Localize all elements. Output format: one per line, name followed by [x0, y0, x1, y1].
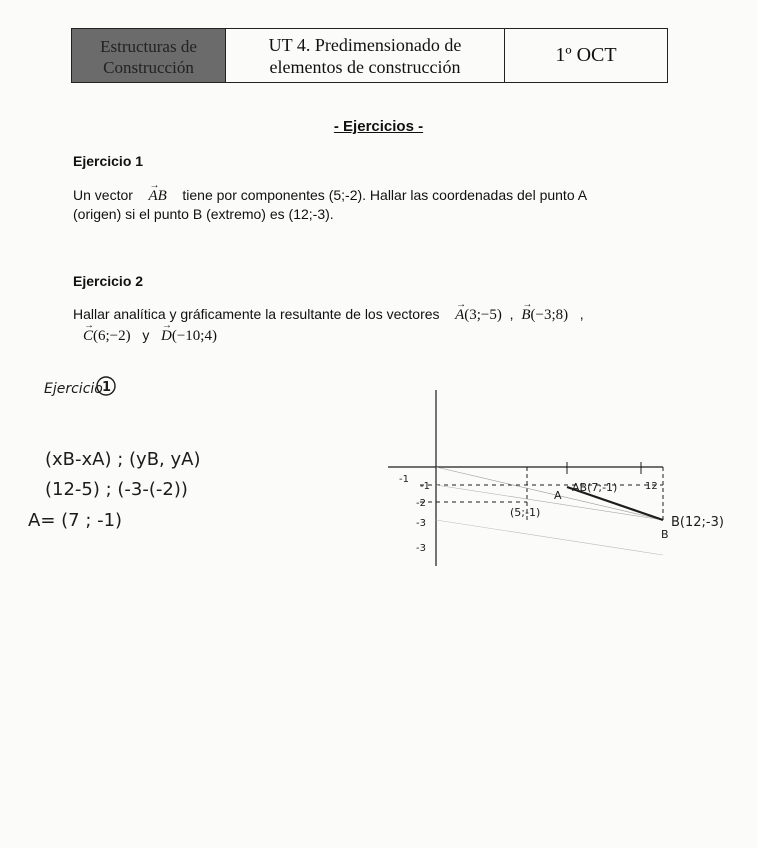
graph-label-y2: -2	[416, 498, 426, 509]
comma-1: ,	[509, 306, 514, 322]
exercise-1-text-pre: Un vector	[73, 187, 133, 203]
graph-label-x12: 12	[645, 481, 658, 492]
vector-d: → D	[161, 327, 172, 346]
vector-c-value: (6;−2)	[93, 328, 131, 344]
equation-line-1: (xB-xA) ; (yB, yA)	[45, 449, 201, 470]
line-origin-b	[436, 467, 663, 520]
vector-graph	[388, 390, 663, 566]
handwritten-number: 1	[102, 380, 112, 395]
unit-line-1: UT 4. Predimensionado de	[268, 34, 462, 55]
unit-line-2: elementos de construcción	[269, 56, 461, 77]
graph-label-xneg: -1	[399, 474, 409, 485]
graph-label-a: A	[554, 489, 562, 502]
vector-a-value: (3;−5)	[464, 307, 502, 323]
comma-2: ,	[579, 306, 584, 322]
graph-label-b: B	[661, 528, 669, 541]
equation-line-2: (12-5) ; (-3-(-2))	[45, 479, 188, 500]
vector-c: → C	[83, 327, 93, 346]
exercise-1-text-post: tiene por componentes (5;-2). Hallar las coordenadas del punto A	[182, 187, 588, 203]
graph-label-y3: -3	[416, 518, 426, 529]
exercise-1-heading: Ejercicio 1	[73, 153, 144, 169]
handwritten-label: Ejercicio	[44, 381, 103, 397]
course-cell: 1º OCT	[555, 44, 617, 66]
exercise-2-heading: Ejercicio 2	[73, 273, 144, 289]
line-faint-2	[436, 520, 663, 555]
graph-label-p51: (5;-1)	[510, 506, 541, 519]
vector-b: → B	[521, 306, 530, 325]
and-word: y	[142, 327, 150, 343]
equation-line-3: A= (7 ; -1)	[28, 510, 123, 531]
vector-d-value: (−10;4)	[171, 328, 217, 344]
page-title: - Ejercicios -	[333, 118, 424, 135]
graph-label-y1: -1	[420, 481, 430, 492]
graph-label-b-coord: B(12;-3)	[671, 515, 724, 530]
exercise-2-text: Hallar analítica y gráficamente la resultante de los vectores	[73, 306, 440, 322]
vector-ab: → AB	[148, 187, 166, 206]
vector-a: → A	[455, 306, 464, 325]
vector-b-value: (−3;8)	[530, 307, 569, 323]
exercise-1-line-2: (origen) si el punto B (extremo) es (12;-3).	[73, 206, 334, 222]
graph-label-y3b: -3	[416, 543, 426, 554]
graph-label-ab: AB(7;-1)	[572, 481, 618, 494]
subject-line-2: Construcción	[103, 57, 194, 77]
subject-line-1: Estructuras de	[100, 36, 197, 56]
